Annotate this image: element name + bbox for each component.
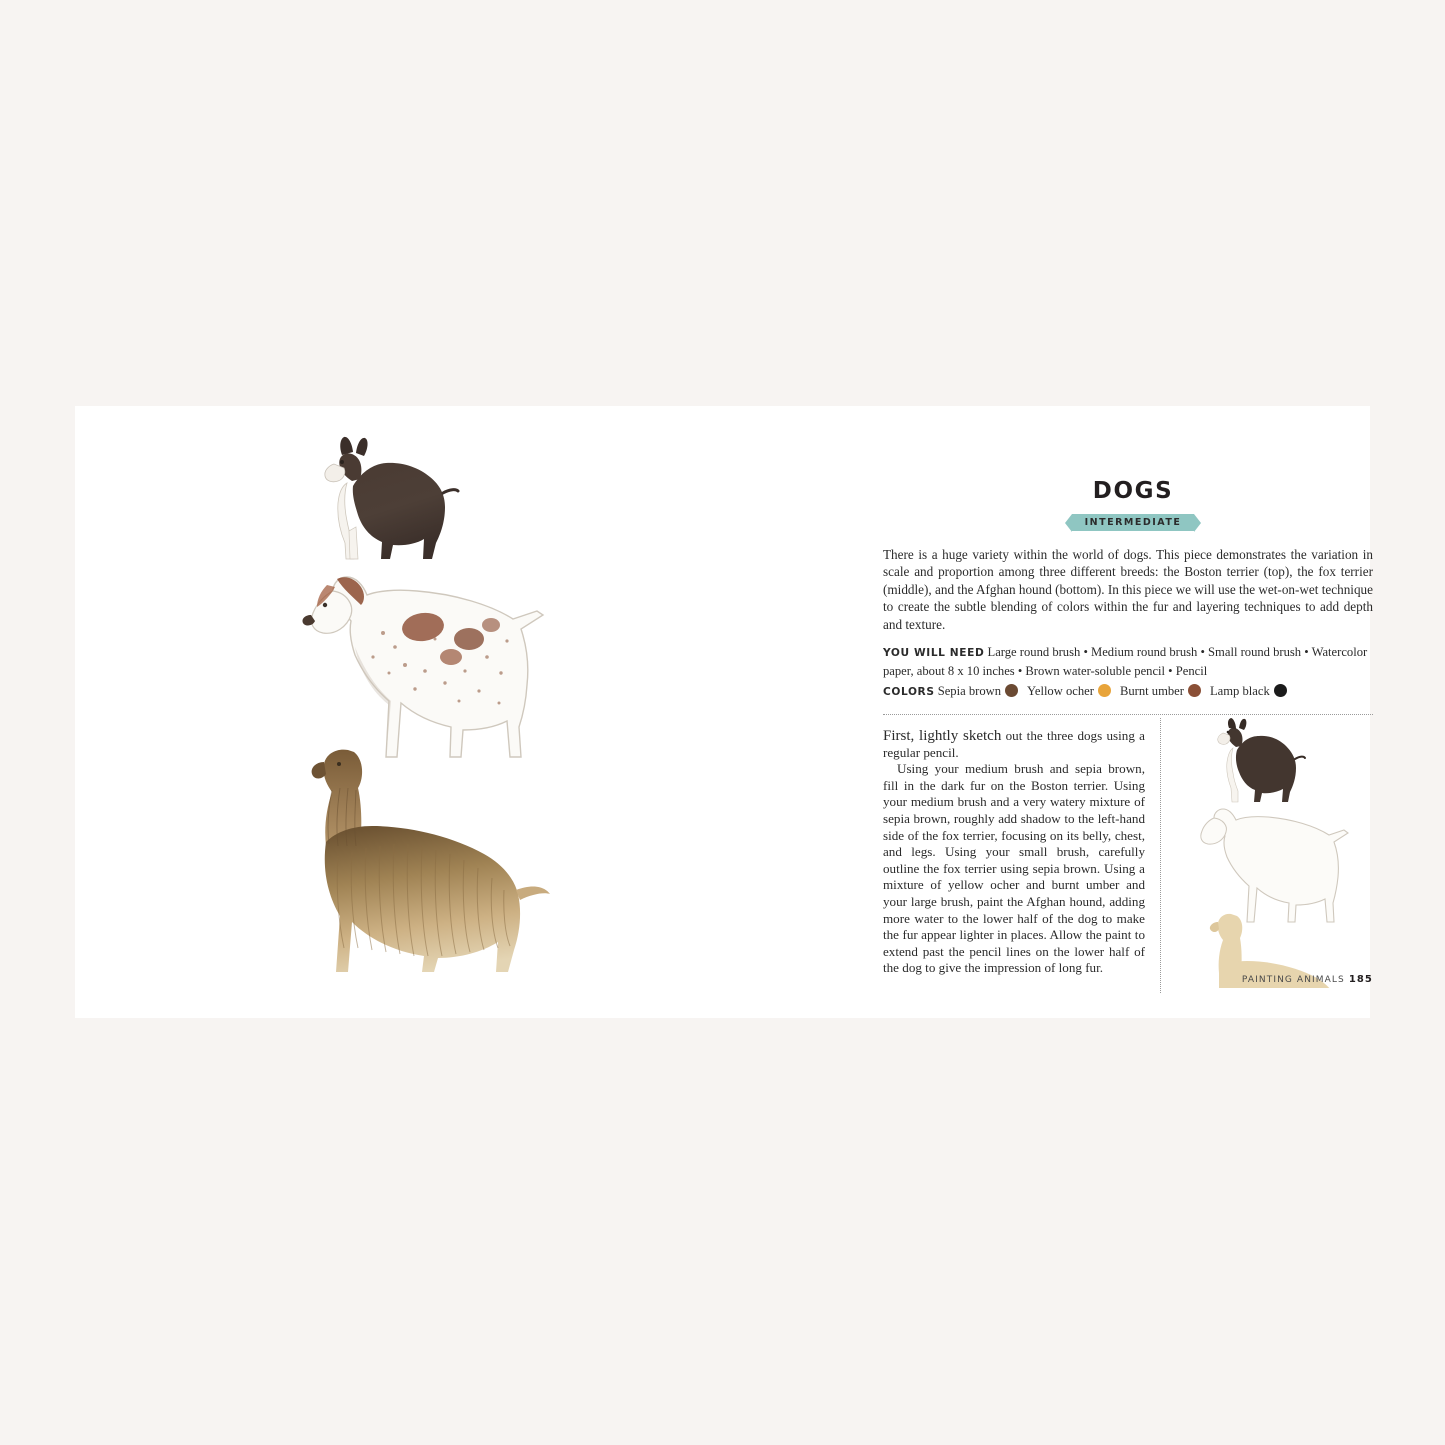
- steps-text: [883, 728, 1145, 977]
- step-lead-rest: out the three dogs using a regular pencil.: [883, 728, 1145, 760]
- horizontal-divider: [883, 714, 1373, 715]
- page-footer: [1053, 974, 1373, 985]
- you-will-need-text: Large round brush • Medium round brush • Small round brush • Watercolor paper, about 8 x 10 inches • Brown water-soluble pencil • Pencil: [883, 645, 1368, 678]
- mini-fox-terrier-illustration: [1201, 809, 1348, 922]
- color-swatch-yellow-ocher: [1098, 684, 1111, 697]
- step-lead-paragraph: [883, 728, 1145, 761]
- vertical-divider: [1160, 718, 1161, 993]
- color-swatch-sepia-brown: [1005, 684, 1018, 697]
- color-name-0: Sepia brown: [937, 684, 1002, 698]
- you-will-need-block: [883, 644, 1373, 680]
- color-swatch-lamp-black: [1274, 684, 1287, 697]
- color-name-3: Lamp black: [1209, 684, 1270, 698]
- afghan-hound-illustration: [240, 736, 580, 1006]
- color-name-1: Yellow ocher: [1027, 684, 1094, 698]
- status-badge: INTERMEDIATE: [1072, 514, 1195, 531]
- level-badge-wrapper: [883, 512, 1383, 531]
- intro-paragraph: There is a huge variety within the world of dogs. This piece demonstrates the variation in scale and proportion among three different breeds: the Boston terrier (top), the fox terrier (middle), and the Afghan hound (bottom). In this piece we will use the wet-on-wet technique to create the subtle blending of colors within the fur and layering techniques to add depth and texture.: [883, 547, 1374, 632]
- boston-terrier-illustration: [290, 431, 490, 581]
- colors-block: [883, 683, 1383, 701]
- you-will-need-label: YOU WILL NEED: [883, 647, 985, 659]
- colors-label: COLORS: [883, 686, 935, 698]
- left-page: [75, 406, 723, 1018]
- color-swatch-burnt-umber: [1188, 684, 1201, 697]
- page-title: DOGS: [1092, 478, 1174, 504]
- color-name-2: Burnt umber: [1119, 684, 1184, 698]
- right-page: [723, 406, 1374, 1018]
- step-lead: First, lightly sketch: [883, 728, 1002, 744]
- book-spread: [75, 406, 1374, 1018]
- mini-boston-terrier-illustration: [1218, 718, 1305, 802]
- footer-section: PAINTING ANIMALS: [1241, 975, 1345, 985]
- mini-step-illustration: [1175, 718, 1373, 988]
- step-body-paragraph: Using your medium brush and sepia brown, fill in the dark fur on the Boston terrier. Using your medium brush and a very watery mixture of sepia brown, roughly add shadow to the left-hand side of the fox terrier, focusing on its belly, chest, and legs. Using your small brush, carefully outline the fox terrier using sepia brown. Using a mixture of yellow ocher and burnt umber and your large brush, paint the Afghan hound, adding more water to the lower half of the dog to make the fur appear lighter in places. Allow the paint to extend past the pencil lines on the lower half of the dog to give the impression of long fur.: [883, 761, 1145, 976]
- footer-page-number: 185: [1348, 974, 1373, 985]
